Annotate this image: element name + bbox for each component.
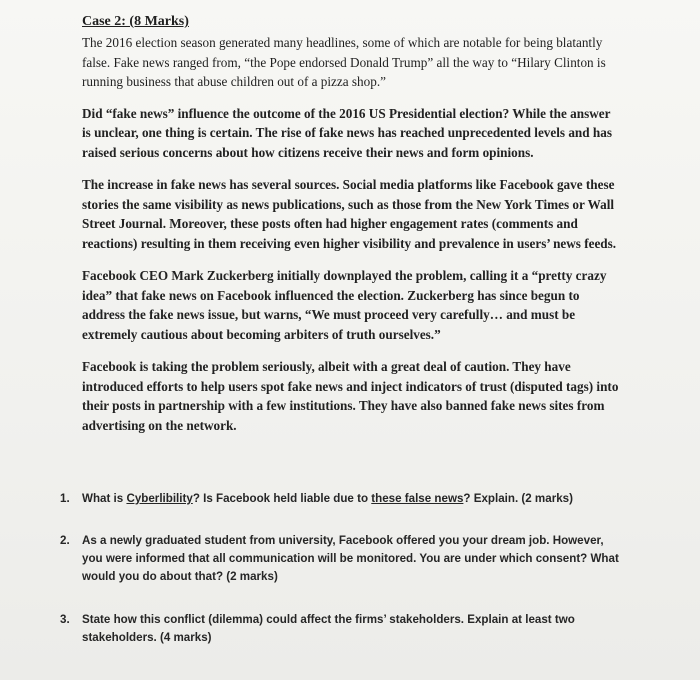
question-number: 1. [60,492,70,505]
question-text: State how this conflict (dilemma) could affect the firms’ stakeholders. Explain at least two stakeholders. (4 marks) [82,613,575,644]
question-3 [60,611,620,647]
paragraph-intro: The 2016 election season generated many headlines, some of which are notable for being blatantly false. Fake news ranged from, “the Pope endorsed Donald Trump” all the way to “Hilary Clinton is running business that abuse children out of a pizza shop.” [82,35,606,89]
paragraph-sources: The increase in fake news has several sources. Social media platforms like Facebook gave these stories the same visibility as news publications, such as those from the New York Times or Wall Street Journal. Moreover, these posts often had higher engagement rates (comments and reactions) resulting in them receiving even higher visibility and prevalence in users’ news feeds. [82,177,617,251]
paragraph-fake-news-influence: Did “fake news” influence the outcome of the 2016 US Presidential election? While the answer is unclear, one thing is certain. The rise of fake news has reached unprecedented levels and has raised serious concerns about how citizens receive their news and form opinions. [82,105,612,160]
case-title: Case 2: (8 Marks) [82,14,189,29]
case-section [82,14,622,448]
paragraph-zuckerberg: Facebook CEO Mark Zuckerberg initially downplayed the problem, calling it a “pretty crazy idea” that fake news on Facebook influenced the election. Zuckerberg has since begun to address the fake news issue, but warns, “We must proceed very carefully… and must be extremely cautious about becoming arbiters of truth ourselves.” [82,268,607,342]
question-list [60,490,620,647]
underlined-term: Cyberlibility [126,492,193,505]
question-text: What is [82,492,127,505]
question-text: ? Explain. (2 marks) [463,492,573,505]
question-1 [60,490,620,508]
question-2 [60,532,620,586]
question-text: ? Is Facebook held liable due to [192,492,372,505]
paragraph-facebook-response: Facebook is taking the problem seriously, albeit with a great deal of caution. They have introduced efforts to help users spot fake news and inject indicators of trust (disputed tags) into their posts in partnership with a few institutions. They have also banned fake news sites from advertising on the network. [82,359,619,433]
question-number: 2. [60,534,70,547]
underlined-term: these false news [371,492,464,505]
question-number: 3. [60,613,70,626]
question-text: As a newly graduated student from university, Facebook offered you your dream job. However, you were informed that all communication will be monitored. You are under which consent? What would you do about that? (2 marks) [82,534,619,583]
